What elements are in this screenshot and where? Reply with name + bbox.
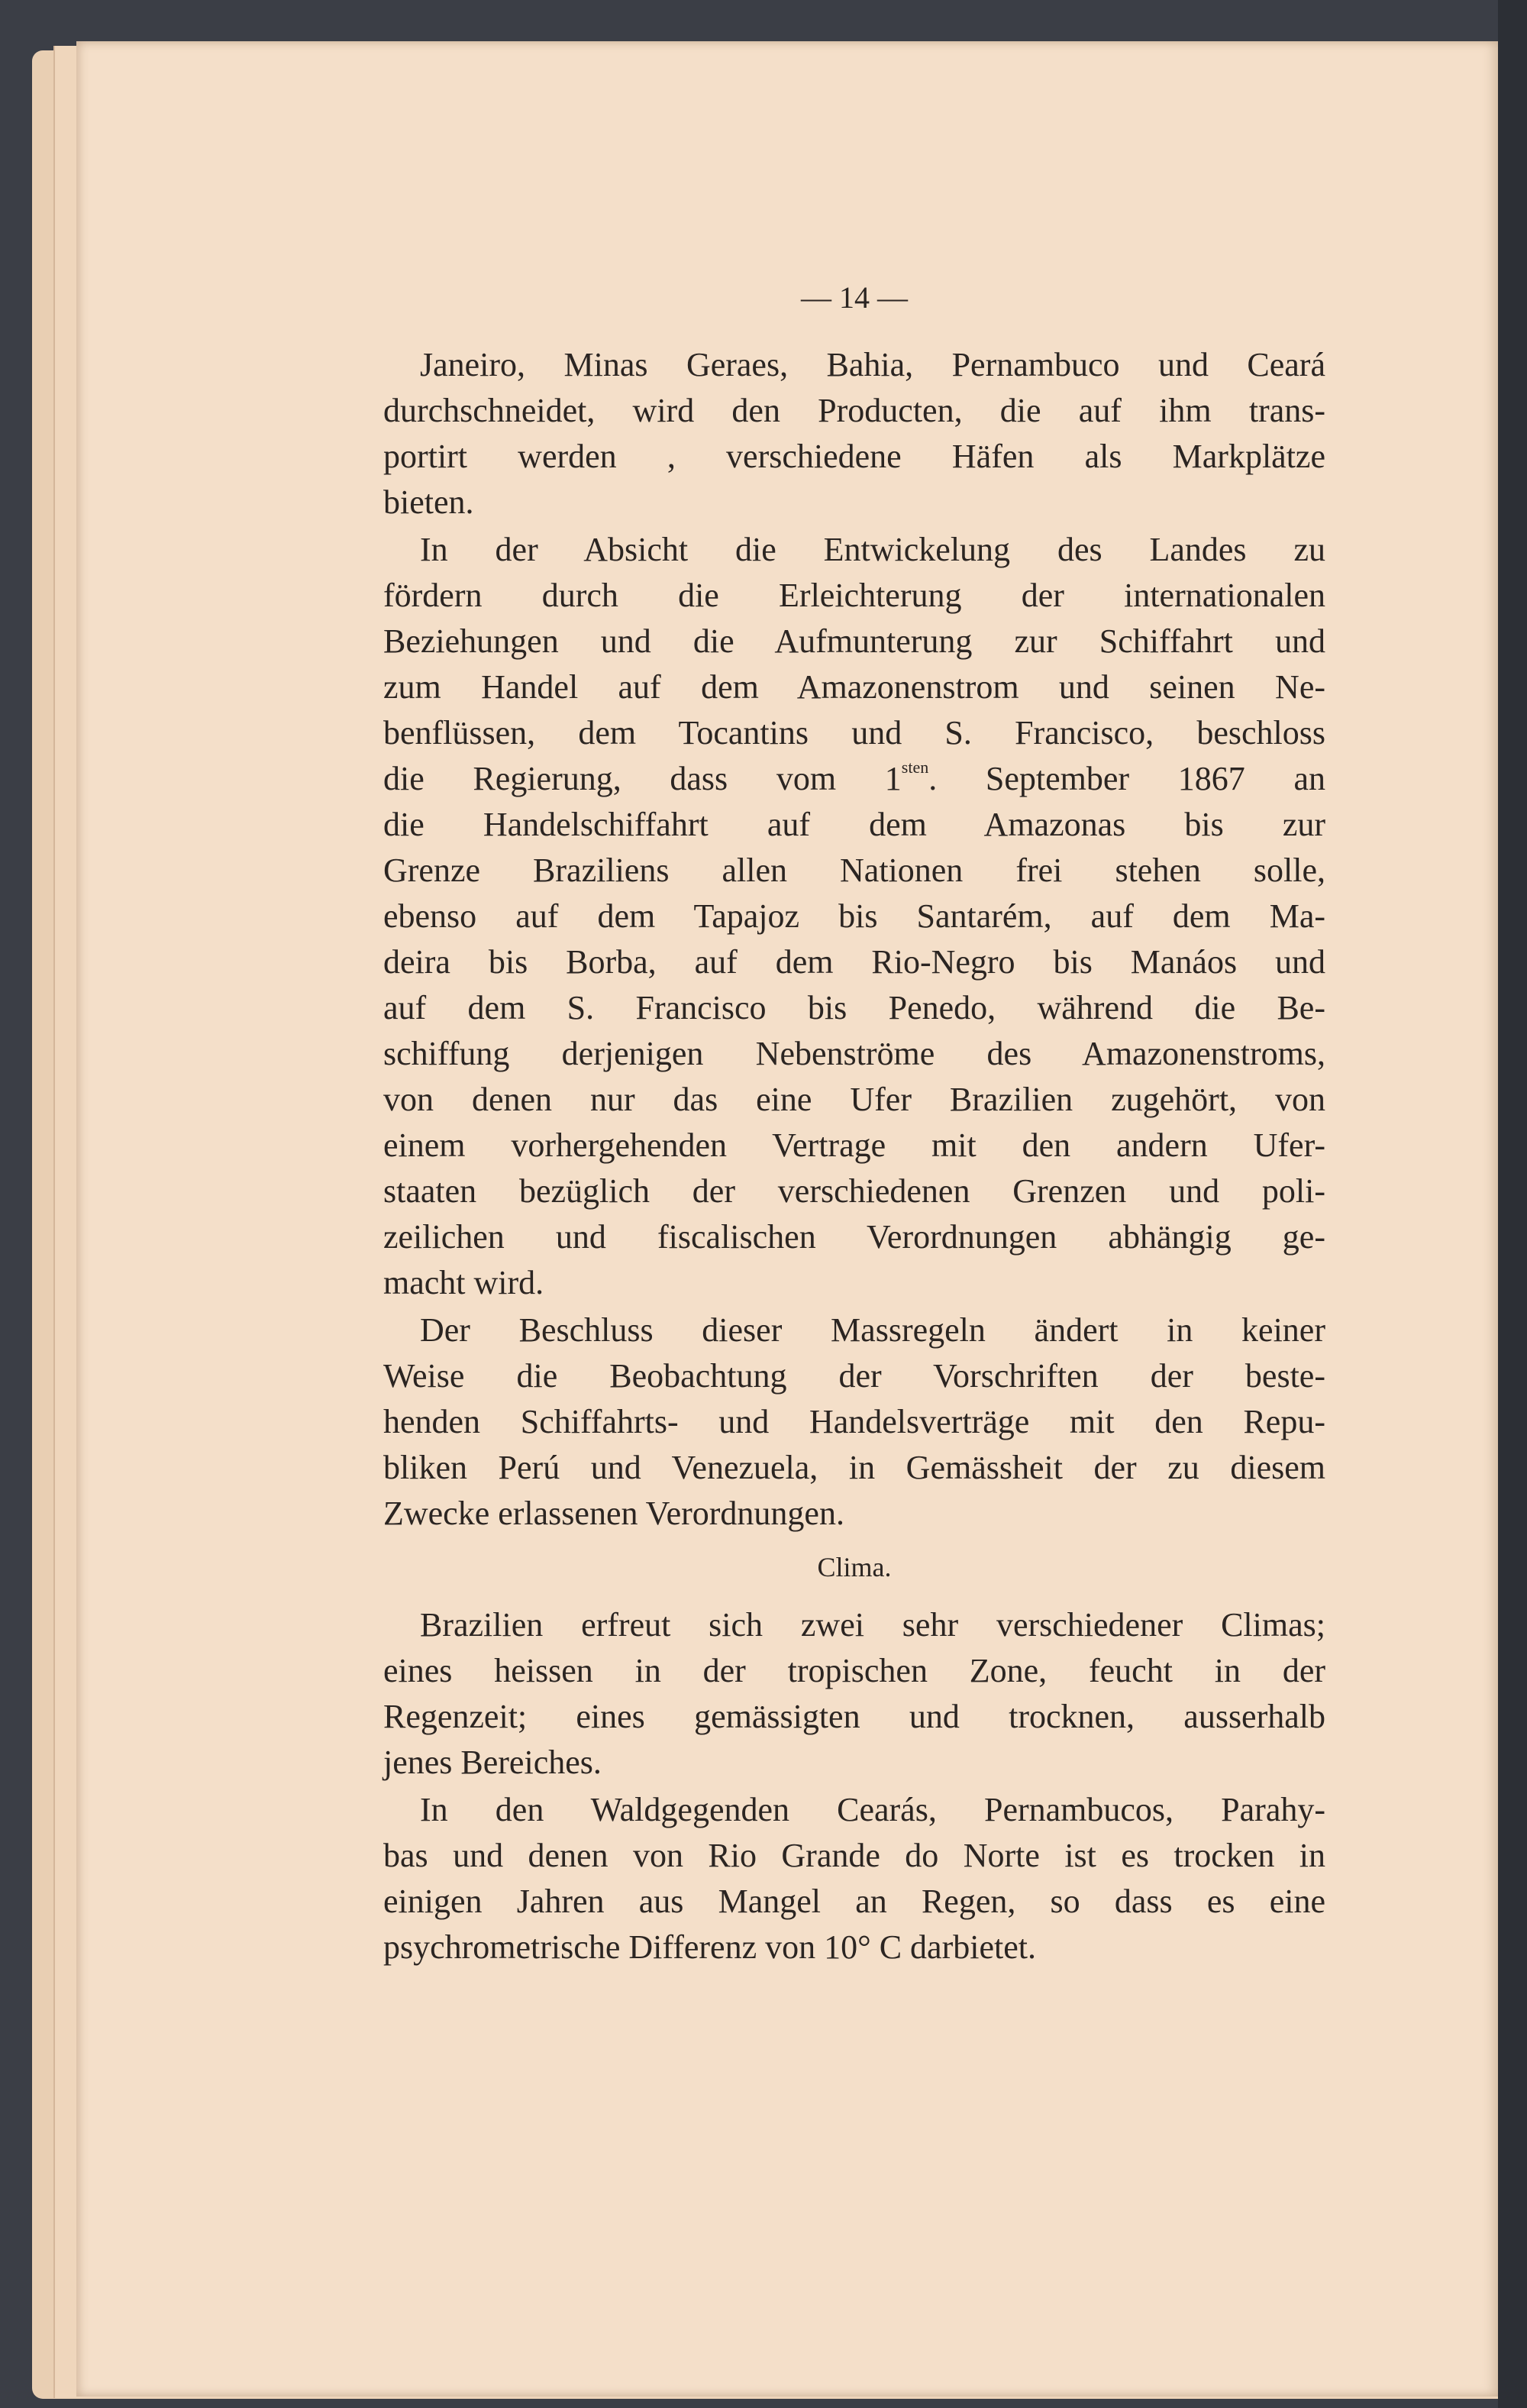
- text-line: Brazilien erfreut sich zwei sehr verschiedener Climas;: [420, 1606, 1325, 1644]
- text-line: psychrometrische Differenz von 10° C darbietet.: [383, 1928, 1036, 1966]
- text-line: macht wird.: [383, 1264, 544, 1301]
- text-line: zeilichen und fiscalischen Verordnungen abhängig ge-: [383, 1218, 1325, 1256]
- text-line: Beziehungen und die Aufmunterung zur Schiffahrt und: [383, 622, 1325, 660]
- text-line: bas und denen von Rio Grande do Norte ist es trocken in: [383, 1837, 1325, 1874]
- text-line: einigen Jahren aus Mangel an Regen, so dass es eine: [383, 1883, 1325, 1920]
- text-line: ebenso auf dem Tapajoz bis Santarém, auf dem Ma-: [383, 897, 1325, 935]
- text-segment: . September 1867 an: [928, 760, 1325, 797]
- text-line: Janeiro, Minas Geraes, Bahia, Pernambuco und Ceará: [420, 346, 1325, 383]
- text-line: zum Handel auf dem Amazonenstrom und seinen Ne-: [383, 668, 1325, 706]
- text-line: [383, 756, 1325, 802]
- text-line: fördern durch die Erleichterung der internationalen: [383, 577, 1325, 614]
- text-line: In den Waldgegenden Cearás, Pernambucos, Parahy-: [420, 1791, 1325, 1828]
- text-line: einem vorhergehenden Vertrage mit den andern Ufer-: [383, 1126, 1325, 1164]
- scan-background: [1498, 0, 1527, 2408]
- text-line: Zwecke erlassenen Verordnungen.: [383, 1495, 844, 1532]
- text-line: staaten bezüglich der verschiedenen Grenzen und poli-: [383, 1172, 1325, 1210]
- text-line: schiffung derjenigen Nebenströme des Amazonenstroms,: [383, 1035, 1325, 1072]
- text-line: durchschneidet, wird den Producten, die auf ihm trans-: [383, 392, 1325, 429]
- text-line: portirt werden , verschiedene Häfen als Markplätze: [383, 438, 1325, 475]
- text-line: Der Beschluss dieser Massregeln ändert in keiner: [420, 1311, 1325, 1349]
- text-line: bieten.: [383, 483, 474, 521]
- text-line: auf dem S. Francisco bis Penedo, während die Be-: [383, 989, 1325, 1026]
- text-line: deira bis Borba, auf dem Rio-Negro bis Manáos und: [383, 943, 1325, 981]
- text-line: henden Schiffahrts- und Handelsverträge mit den Repu-: [383, 1403, 1325, 1440]
- text-line: Grenze Braziliens allen Nationen frei stehen solle,: [383, 852, 1325, 889]
- text-line: eines heissen in der tropischen Zone, feucht in der: [383, 1652, 1325, 1689]
- text-line: bliken Perú und Venezuela, in Gemässheit der zu diesem: [383, 1449, 1325, 1486]
- text-line: die Handelschiffahrt auf dem Amazonas bis zur: [383, 806, 1325, 843]
- text-line: jenes Bereiches.: [383, 1744, 602, 1781]
- text-line: von denen nur das eine Ufer Brazilien zugehört, von: [383, 1081, 1325, 1118]
- text-line: benflüssen, dem Tocantins und S. Francisco, beschloss: [383, 714, 1325, 751]
- section-heading: Clima.: [817, 1552, 892, 1582]
- text-segment: die Regierung, dass vom 1: [383, 760, 902, 797]
- text-line: Weise die Beobachtung der Vorschriften der beste-: [383, 1357, 1325, 1395]
- text-line: In der Absicht die Entwickelung des Landes zu: [420, 531, 1325, 568]
- page-number: — 14 —: [801, 280, 908, 315]
- superscript: sten: [901, 758, 929, 777]
- text-line: Regenzeit; eines gemässigten und trocknen, ausserhalb: [383, 1698, 1325, 1735]
